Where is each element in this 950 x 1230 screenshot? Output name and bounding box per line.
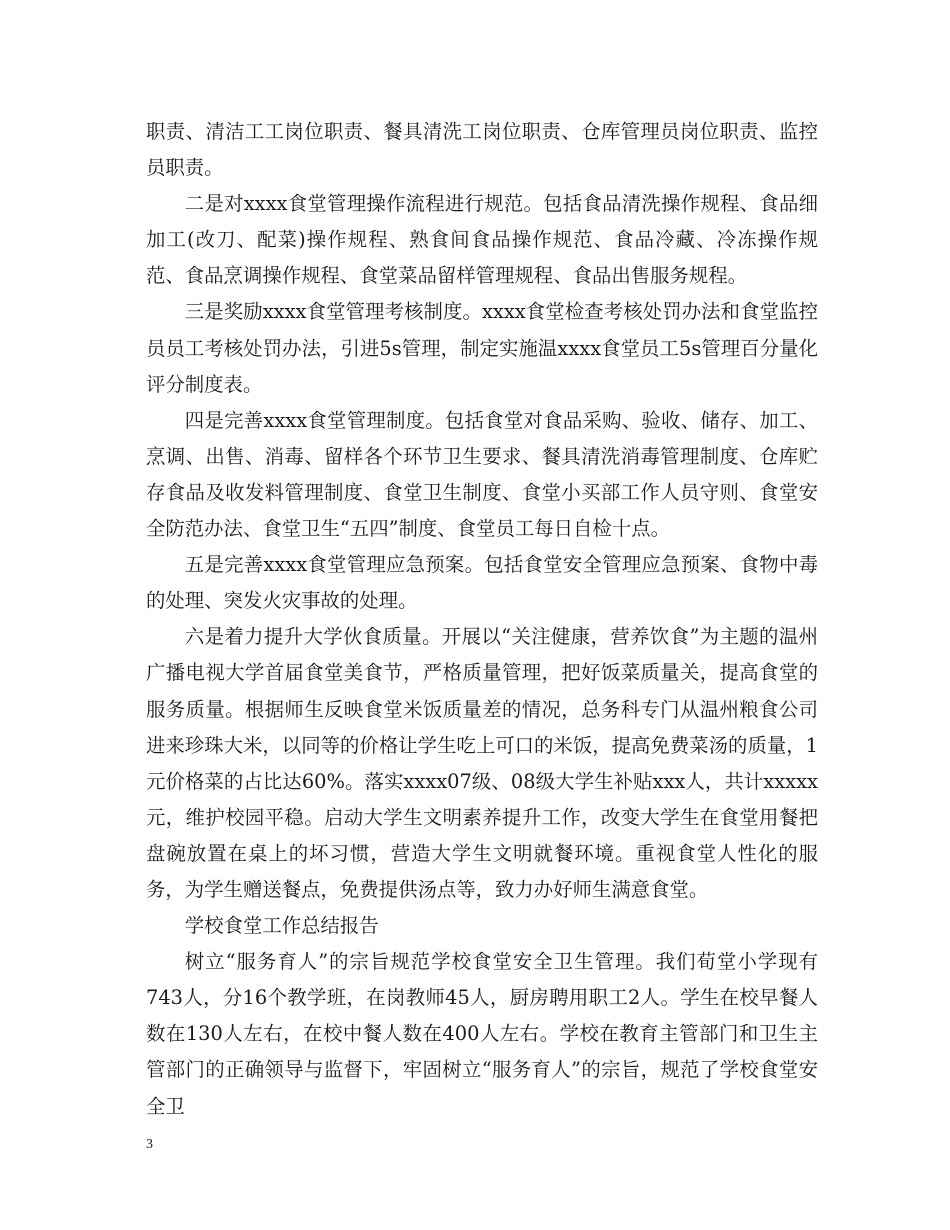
paragraph: 五是完善xxxx食堂管理应急预案。包括食堂安全管理应急预案、食物中毒的处理、突发火灾事故的处理。 xyxy=(146,553,818,613)
paragraph: 职责、清洁工工岗位职责、餐具清洗工岗位职责、仓库管理员岗位职责、监控员职责。 xyxy=(146,120,818,180)
paragraph: 二是对xxxx食堂管理操作流程进行规范。包括食品清洗操作规程、食品细加工(改刀、配菜)操作规程、熟食间食品操作规范、食品冷藏、冷冻操作规范、食品烹调操作规程、食堂菜品留样管理规程、食品出售服务规程。 xyxy=(146,192,818,288)
paragraph: 三是奖励xxxx食堂管理考核制度。xxxx食堂检查考核处罚办法和食堂监控员员工考核处罚办法，引进5s管理，制定实施温xxxx食堂员工5s管理百分量化评分制度表。 xyxy=(146,300,818,396)
section-heading: 学校食堂工作总结报告 xyxy=(184,914,379,938)
document-body xyxy=(146,114,818,1125)
paragraph: 六是着力提升大学伙食质量。开展以“关注健康，营养饮食”为主题的温州广播电视大学首届食堂美食节，严格质量管理，把好饭菜质量关，提高食堂的服务质量。根据师生反映食堂米饭质量差的情况，总务科专门从温州粮食公司进来珍珠大米，以同等的价格让学生吃上可口的米饭，提高免费菜汤的质量，1元价格菜的占比达60%。落实xxxx07级、08级大学生补贴xxx人，共计xxxxx元，维护校园平稳。启动大学生文明素养提升工作，改变大学生在食堂用餐把盘碗放置在桌上的坏习惯，营造大学生文明就餐环境。重视食堂人性化的服务，为学生赠送餐点，免费提供汤点等，致力办好师生满意食堂。 xyxy=(146,625,818,901)
paragraph: 树立“服务育人”的宗旨规范学校食堂安全卫生管理。我们荀堂小学现有743人，分16个教学班，在岗教师45人，厨房聘用职工2人。学生在校早餐人数在130人左右，在校中餐人数在400人左右。学校在教育主管部门和卫生主管部门的正确领导与监督下，牢固树立“服务育人”的宗旨，规范了学校食堂安全卫 xyxy=(146,950,818,1118)
paragraph: 四是完善xxxx食堂管理制度。包括食堂对食品采购、验收、储存、加工、烹调、出售、消毒、留样各个环节卫生要求、餐具清洗消毒管理制度、仓库贮存食品及收发料管理制度、食堂卫生制度、食堂小买部工作人员守则、食堂安全防范办法、食堂卫生“五四”制度、食堂员工每日自检十点。 xyxy=(146,408,818,541)
page-number: 3 xyxy=(146,1137,153,1152)
